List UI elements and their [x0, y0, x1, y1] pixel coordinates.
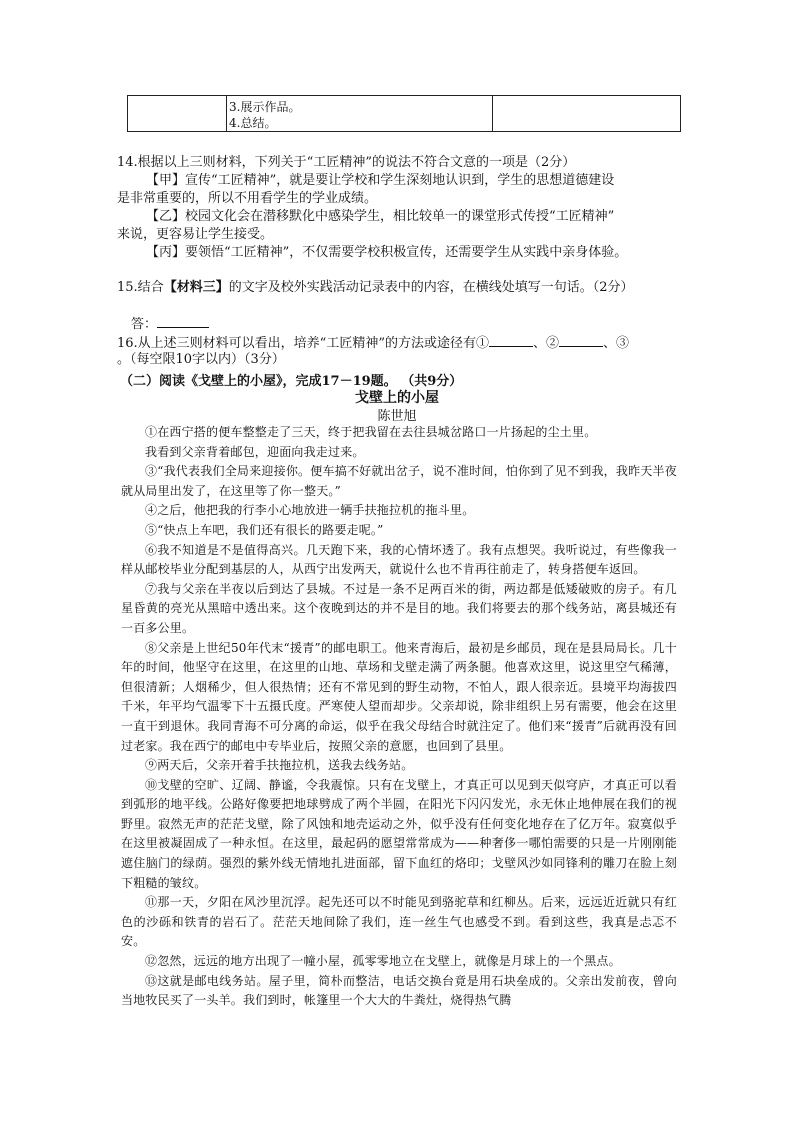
paragraph-5: ⑤“快点上车吧，我们还有很长的路要走呢。” — [145, 522, 384, 537]
table-step-4: 4.总结。 — [229, 116, 277, 130]
q15-stem — [117, 279, 633, 296]
q14-option-a-line2: 是非常重要的，所以不用看学生的学业成绩。 — [117, 191, 378, 206]
table-cell-empty-right — [493, 96, 680, 131]
q16-text-c: 、③ — [602, 336, 629, 351]
article-body — [121, 423, 677, 1011]
paragraph-13: ⑬这就是邮电线务站。屋子里，简朴而整洁，电话交换台竟是用石块垒成的。父亲出发前夜，曾向当地牧民买了一头羊。我们到时，帐篷里一个大大的牛粪灶，烧得热气腾 — [121, 973, 677, 1008]
q16-text-b: 、② — [532, 336, 559, 351]
q14-option-c-line1: 【丙】要领悟“工匠精神”，不仅需要学校积极宣传，还需要学生从实践中亲身体验。 — [146, 245, 628, 260]
paragraph-1: ①在西宁搭的便车整整走了三天，终于把我留在去往县城岔路口一片扬起的尘土里。 — [145, 425, 597, 439]
table-step-3: 3.展示作品。 — [229, 100, 301, 114]
paragraph-10: ⑩戈壁的空旷、辽阔、静谧，令我震惊。只有在戈壁上，才真正可以见到天似穹庐，才真正可以看到弧形的地平线。公路好像要把地球劈成了两个半圆，在阳光下闪闪发光，永无休止地伸展在我们的视野里。寂然无声的茫茫戈壁，除了风蚀和地壳运动之外，似乎没有任何变化地存在了亿万年。寂寞似乎在这里被凝固成了一种永恒。在这里，最起码的愿望常常成为——种奢侈一哪怕需要的只是一片刚刚能遮住脑门的绿荫。强烈的紫外线无情地扎进面部，留下血红的烙印；戈壁风沙如同锋利的雕刀在脸上刻下粗糙的皱纹。 — [121, 777, 677, 890]
q14-option-b-line2: 来说，更容易让学生接受。 — [117, 227, 274, 242]
q15-stem-material: 【材料三】 — [163, 280, 229, 295]
q15-stem-pre: 15.结合 — [117, 280, 164, 295]
paragraph-9: ⑨两天后，父亲开着手扶拖拉机，送我去线务站。 — [145, 758, 414, 773]
q14-option-a-line1: 【甲】宣传“工匠精神”，就是要让学校和学生深刻地认识到，学生的思想道德建设 — [146, 173, 615, 188]
q16-line1 — [117, 334, 629, 352]
q16-text-a: 16.从上述三则材料可以看出，培养“工匠精神”的方法或途径有① — [117, 336, 489, 351]
paragraph-4: ④之后，他把我的行李小心地放进一辆手扶拖拉机的拖斗里。 — [145, 503, 475, 518]
q16-blank-1[interactable] — [489, 334, 533, 347]
paragraph-2: 我看到父亲背着邮包，迎面向我走过来。 — [145, 444, 365, 459]
q14-stem: 14.根据以上三则材料，下列关于“工匠精神”的说法不符合文意的一项是（2分） — [117, 155, 576, 170]
q15-answer-blank[interactable] — [157, 315, 209, 328]
q14-option-b-line1: 【乙】校园文化会在潜移默化中感染学生，相比较单一的课堂形式传授“工匠精神” — [146, 209, 615, 224]
q15-answer — [131, 315, 209, 333]
activity-table-fragment — [127, 95, 681, 132]
article-author: 陈世旭 — [377, 409, 417, 424]
paragraph-7: ⑦我与父亲在半夜以后到达了县城。不过是一条不足两百米的街，两边都是低矮破败的房子。有几星昏黄的亮光从黑暗中透出来。这个夜晚到达的并不是目的地。我们将要去的那个线务站，离县城还有一百多公里。 — [121, 581, 677, 635]
paragraph-3: ③“我代表我们全局来迎接你。便车搞不好就出岔子，说不准时间，怕你到了见不到我，我昨天半夜就从局里出发了，在这里等了你一整天。” — [121, 464, 677, 498]
q15-answer-label: 答： — [131, 317, 158, 332]
section-heading: （二）阅读《戈壁上的小屋》，完成17－19题。 （共9分） — [120, 374, 463, 389]
paragraph-8: ⑧父亲是上世纪50年代末“援青”的邮电职工。他来青海后，最初是乡邮员，现在是县局局长。几十年的时间，他坚守在这里，在这里的山地、草场和戈壁走满了两条腿。他喜欢这里，说这里空气稀薄，但很清新；人烟稀少，但人很热情；还有不常见到的野生动物，不怕人，跟人很亲近。县境平均海拔四千米，年平均气温零下十五摄氏度。严寒使人望而却步。父亲却说，除非组织上另有需要，他会在这里一直干到退休。我同青海不可分离的命运，似乎在我父母结合时就注定了。他们来“援青”后就再没有回过老家。我在西宁的邮电中专毕业后，按照父亲的意愿，也回到了县里。 — [121, 640, 677, 753]
q16-line2: 。（每空限10字以内）（3分） — [117, 352, 285, 367]
paragraph-12: ⑫忽然，远远的地方出现了一幢小屋，孤零零地立在戈壁上，就像是月球上的一个黑点。 — [145, 954, 621, 969]
paragraph-6: ⑥我不知道是不是值得高兴。几天跑下来，我的心情坏透了。我有点想哭。我听说过，有些像我一样从邮校毕业分配到基层的人，从西宁出发两天，就说什么也不肯再往前走了，转身搭便车返回。 — [121, 542, 677, 577]
q16-blank-2[interactable] — [559, 334, 603, 347]
q15-stem-post: 的文字及校外实践活动记录表中的内容，在横线处填写一句话。（2分） — [228, 280, 634, 295]
table-cell-steps — [227, 96, 493, 131]
article-title: 戈壁上的小屋 — [355, 390, 439, 406]
table-cell-empty-left — [128, 96, 227, 131]
paragraph-11: ⑪那一天，夕阳在风沙里沉浮。起先还可以不时能见到骆驼草和红柳丛。后来，远远近近就只有红色的沙砾和铁青的岩石了。茫茫天地间除了我们，连一丝生气也感受不到。看到这些，我真是忐忑不安。 — [121, 895, 677, 949]
